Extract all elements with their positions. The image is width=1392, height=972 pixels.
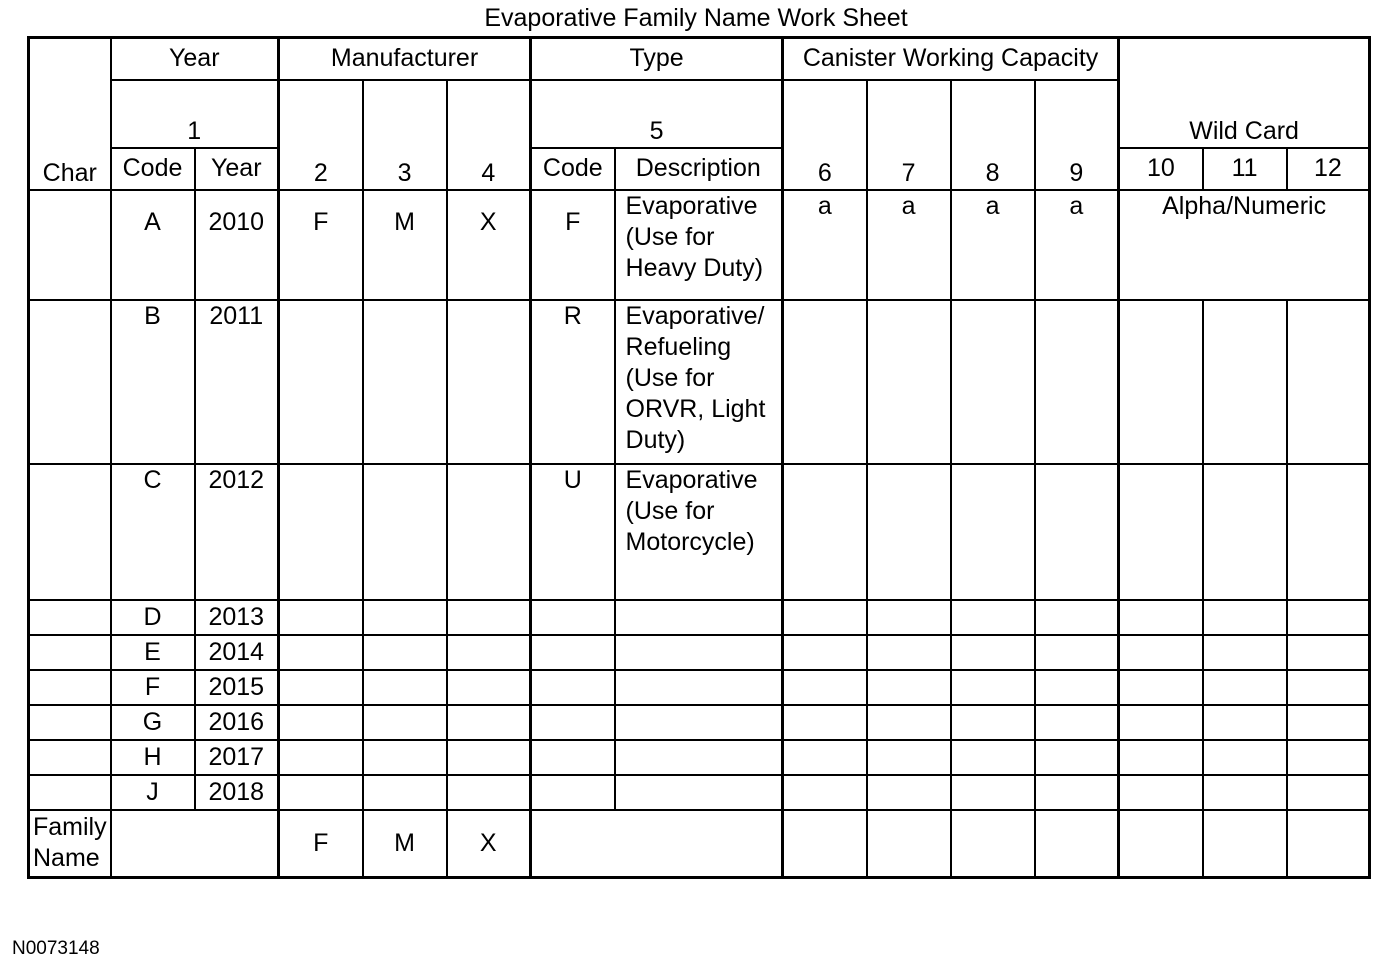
type-description-cell: Evaporative (Use for Motorcycle) — [615, 464, 783, 600]
capacity-8-cell: a — [951, 190, 1035, 300]
type-code-cell — [531, 705, 615, 740]
family-manufacturer-3-cell: M — [363, 810, 447, 878]
manufacturer-3-cell: M — [363, 190, 447, 300]
char-cell — [29, 740, 111, 775]
wild-card-12-cell — [1287, 300, 1370, 464]
manufacturer-2-cell — [279, 775, 363, 810]
family-wild-card-11-cell — [1203, 810, 1287, 878]
capacity-9-cell — [1035, 635, 1119, 670]
figure-id: N0073148 — [12, 938, 100, 959]
table-row — [29, 775, 1370, 810]
family-name-worksheet-table — [27, 36, 1371, 879]
wild-card-11-cell — [1203, 670, 1287, 705]
manufacturer-3-cell — [363, 775, 447, 810]
capacity-7-cell — [867, 670, 951, 705]
manufacturer-4-cell — [447, 740, 531, 775]
wild-card-10-cell — [1119, 600, 1203, 635]
type-description-cell: Evaporative/ Refueling (Use for ORVR, Light Duty) — [615, 300, 783, 464]
year-value-cell: 2016 — [195, 705, 279, 740]
year-value-cell: 2018 — [195, 775, 279, 810]
year-code-cell: F — [111, 670, 195, 705]
year-code-cell: J — [111, 775, 195, 810]
capacity-7-cell — [867, 600, 951, 635]
wild-card-11-cell — [1203, 464, 1287, 600]
wild-card-10-cell — [1119, 775, 1203, 810]
type-code-cell — [531, 635, 615, 670]
type-code-cell: R — [531, 300, 615, 464]
family-capacity-7-cell — [867, 810, 951, 878]
position-1-header: 1 — [111, 80, 279, 148]
char-cell — [29, 190, 111, 300]
wild-card-cell: Alpha/Numeric — [1119, 190, 1370, 300]
manufacturer-2-cell — [279, 740, 363, 775]
type-description-cell: Evaporative (Use for Heavy Duty) — [615, 190, 783, 300]
manufacturer-2-cell — [279, 705, 363, 740]
family-manufacturer-2-cell: F — [279, 810, 363, 878]
type-code-cell: U — [531, 464, 615, 600]
year-value-cell: 2017 — [195, 740, 279, 775]
char-cell — [29, 464, 111, 600]
family-year-cell — [111, 810, 279, 878]
table-row — [29, 740, 1370, 775]
position-3-header: 3 — [363, 80, 447, 190]
manufacturer-3-cell — [363, 705, 447, 740]
capacity-8-cell — [951, 464, 1035, 600]
manufacturer-2-cell — [279, 600, 363, 635]
position-8-header: 8 — [951, 80, 1035, 190]
wild-card-12-cell — [1287, 705, 1370, 740]
family-wild-card-12-cell — [1287, 810, 1370, 878]
manufacturer-3-cell — [363, 464, 447, 600]
position-5-header: 5 — [531, 80, 783, 148]
capacity-9-cell: a — [1035, 190, 1119, 300]
capacity-9-cell — [1035, 300, 1119, 464]
year-code-cell: A — [111, 190, 195, 300]
position-6-header: 6 — [783, 80, 867, 190]
wild-card-10-cell — [1119, 740, 1203, 775]
wild-card-11-cell — [1203, 300, 1287, 464]
table-row — [29, 670, 1370, 705]
position-4-header: 4 — [447, 80, 531, 190]
wild-card-12-cell — [1287, 600, 1370, 635]
capacity-7-cell — [867, 705, 951, 740]
capacity-9-cell — [1035, 464, 1119, 600]
wild-card-10-cell — [1119, 705, 1203, 740]
worksheet-title: Evaporative Family Name Work Sheet — [484, 4, 908, 32]
manufacturer-2-cell — [279, 464, 363, 600]
char-cell — [29, 670, 111, 705]
capacity-group-header: Canister Working Capacity — [783, 38, 1119, 80]
capacity-8-cell — [951, 635, 1035, 670]
type-code-header: Code — [531, 148, 615, 190]
position-12-header: 12 — [1287, 148, 1370, 190]
capacity-8-cell — [951, 705, 1035, 740]
position-7-header: 7 — [867, 80, 951, 190]
year-value-cell: 2010 — [195, 190, 279, 300]
type-description-cell — [615, 635, 783, 670]
family-type-cell — [531, 810, 783, 878]
manufacturer-4-cell — [447, 775, 531, 810]
wild-card-12-cell — [1287, 740, 1370, 775]
wild-card-12-cell — [1287, 775, 1370, 810]
type-description-cell — [615, 600, 783, 635]
position-11-header: 11 — [1203, 148, 1287, 190]
family-name-row — [29, 810, 1370, 878]
type-description-cell — [615, 775, 783, 810]
capacity-9-cell — [1035, 600, 1119, 635]
wild-card-11-cell — [1203, 705, 1287, 740]
family-name-label: Family Name — [29, 810, 111, 878]
capacity-8-cell — [951, 670, 1035, 705]
type-description-cell — [615, 740, 783, 775]
wild-card-12-cell — [1287, 635, 1370, 670]
capacity-6-cell — [783, 775, 867, 810]
capacity-7-cell — [867, 740, 951, 775]
manufacturer-2-cell — [279, 300, 363, 464]
table-row — [29, 300, 1370, 464]
family-capacity-6-cell — [783, 810, 867, 878]
capacity-7-cell — [867, 300, 951, 464]
manufacturer-3-cell — [363, 740, 447, 775]
char-cell — [29, 775, 111, 810]
year-code-cell: C — [111, 464, 195, 600]
capacity-8-cell — [951, 300, 1035, 464]
capacity-6-cell — [783, 635, 867, 670]
manufacturer-3-cell — [363, 635, 447, 670]
family-capacity-8-cell — [951, 810, 1035, 878]
capacity-7-cell — [867, 635, 951, 670]
capacity-8-cell — [951, 600, 1035, 635]
wild-card-11-cell — [1203, 600, 1287, 635]
wild-card-10-cell — [1119, 300, 1203, 464]
type-description-header: Description — [615, 148, 783, 190]
capacity-9-cell — [1035, 705, 1119, 740]
family-wild-card-10-cell — [1119, 810, 1203, 878]
manufacturer-2-cell: F — [279, 190, 363, 300]
year-value-cell: 2012 — [195, 464, 279, 600]
char-cell — [29, 300, 111, 464]
table-row — [29, 600, 1370, 635]
header-row-groups — [29, 38, 1370, 80]
char-cell — [29, 635, 111, 670]
wild-card-11-cell — [1203, 740, 1287, 775]
year-code-cell: H — [111, 740, 195, 775]
wild-card-10-cell — [1119, 635, 1203, 670]
type-description-cell — [615, 705, 783, 740]
manufacturer-4-cell: X — [447, 190, 531, 300]
capacity-7-cell — [867, 775, 951, 810]
wild-card-10-cell — [1119, 464, 1203, 600]
capacity-9-cell — [1035, 740, 1119, 775]
wild-card-11-cell — [1203, 775, 1287, 810]
family-capacity-9-cell — [1035, 810, 1119, 878]
type-code-cell: F — [531, 190, 615, 300]
type-description-cell — [615, 670, 783, 705]
year-group-header: Year — [111, 38, 279, 80]
capacity-6-cell — [783, 740, 867, 775]
manufacturer-4-cell — [447, 635, 531, 670]
manufacturer-3-cell — [363, 300, 447, 464]
manufacturer-3-cell — [363, 600, 447, 635]
year-value-cell: 2014 — [195, 635, 279, 670]
type-code-cell — [531, 740, 615, 775]
manufacturer-4-cell — [447, 600, 531, 635]
capacity-7-cell — [867, 464, 951, 600]
capacity-8-cell — [951, 740, 1035, 775]
capacity-6-cell — [783, 300, 867, 464]
wild-card-12-cell — [1287, 670, 1370, 705]
year-code-cell: E — [111, 635, 195, 670]
year-value-cell: 2011 — [195, 300, 279, 464]
manufacturer-4-cell — [447, 705, 531, 740]
table-row — [29, 705, 1370, 740]
type-code-cell — [531, 670, 615, 705]
char-cell — [29, 600, 111, 635]
position-2-header: 2 — [279, 80, 363, 190]
char-cell — [29, 705, 111, 740]
year-code-cell: D — [111, 600, 195, 635]
position-10-header: 10 — [1119, 148, 1203, 190]
wild-card-12-cell — [1287, 464, 1370, 600]
year-value-cell: 2013 — [195, 600, 279, 635]
type-code-cell — [531, 775, 615, 810]
year-code-cell: B — [111, 300, 195, 464]
capacity-6-cell: a — [783, 190, 867, 300]
year-value-cell: 2015 — [195, 670, 279, 705]
char-header: Char — [29, 38, 111, 190]
position-9-header: 9 — [1035, 80, 1119, 190]
capacity-9-cell — [1035, 670, 1119, 705]
capacity-6-cell — [783, 464, 867, 600]
capacity-6-cell — [783, 670, 867, 705]
wild-card-10-cell — [1119, 670, 1203, 705]
wild-card-11-cell — [1203, 635, 1287, 670]
manufacturer-2-cell — [279, 670, 363, 705]
table-row — [29, 635, 1370, 670]
capacity-8-cell — [951, 775, 1035, 810]
manufacturer-group-header: Manufacturer — [279, 38, 531, 80]
table-row — [29, 190, 1370, 300]
capacity-7-cell: a — [867, 190, 951, 300]
wild-card-group-header: Wild Card — [1119, 38, 1370, 148]
type-group-header: Type — [531, 38, 783, 80]
table-row — [29, 464, 1370, 600]
manufacturer-4-cell — [447, 670, 531, 705]
family-manufacturer-4-cell: X — [447, 810, 531, 878]
type-code-cell — [531, 600, 615, 635]
header-row-subcolumns — [29, 148, 1370, 190]
capacity-9-cell — [1035, 775, 1119, 810]
capacity-6-cell — [783, 705, 867, 740]
manufacturer-4-cell — [447, 300, 531, 464]
year-code-cell: G — [111, 705, 195, 740]
capacity-6-cell — [783, 600, 867, 635]
manufacturer-3-cell — [363, 670, 447, 705]
manufacturer-2-cell — [279, 635, 363, 670]
manufacturer-4-cell — [447, 464, 531, 600]
year-code-header: Code — [111, 148, 195, 190]
year-year-header: Year — [195, 148, 279, 190]
